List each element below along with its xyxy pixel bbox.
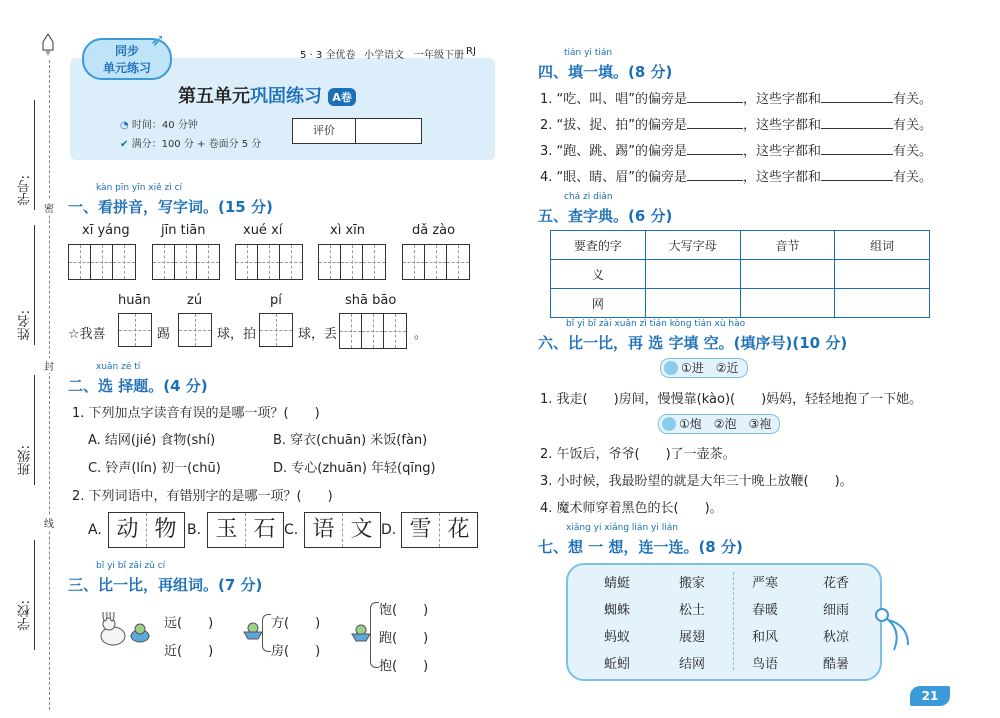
page-title [178, 82, 356, 108]
table-row [551, 289, 930, 318]
match-col1-item[interactable]: 蚯蚓 [604, 657, 631, 672]
page-number: 21 [921, 689, 939, 703]
fill-line-1-b: ，这些字都和 [743, 92, 822, 107]
q1-option-d[interactable]: D. 专心(zhuān) 年轻(qīng) [273, 461, 436, 476]
question-2-2: 2. 下列词语中，有错别字的是哪一项？( ) [72, 489, 333, 504]
pill-icon [662, 417, 676, 431]
table-cell-char: 网 [551, 289, 646, 318]
q2-option-c-label[interactable]: C. [284, 522, 299, 538]
q2-option-b[interactable] [207, 512, 284, 548]
word-pinyin-2: jīn tiān [161, 223, 206, 238]
tian-box-1[interactable] [118, 313, 152, 347]
word-pinyin-5: dǎ zào [412, 223, 456, 238]
q2-option-a[interactable] [108, 512, 185, 548]
table-cell-input[interactable] [645, 260, 740, 289]
match-col1-item[interactable]: 蚂蚁 [604, 630, 631, 645]
word-pinyin-3: xué xí [243, 223, 283, 238]
fill-blank-4a[interactable] [687, 180, 743, 181]
fill-line-3 [540, 140, 932, 159]
fill-line-2-b: ，这些字都和 [743, 118, 822, 133]
match-col2-item[interactable]: 松土 [679, 603, 706, 618]
edition-label: RJ [466, 46, 476, 57]
section5-title-text: 五、查字典。(6 分) [538, 207, 673, 225]
time-text: 时间：40 分钟 [131, 120, 198, 131]
fill-line-4 [540, 166, 932, 185]
title-badge: A卷 [328, 88, 356, 106]
name-blank[interactable] [34, 225, 35, 345]
writing-grid-1[interactable] [68, 244, 136, 280]
q2-option-b-label[interactable]: B. [187, 522, 202, 538]
question-6-4: 4. 魔术师穿着黑色的长( )。 [540, 501, 723, 516]
student-no-blank[interactable] [34, 100, 35, 210]
group-item-5[interactable]: 饱( ) [379, 603, 429, 618]
section6-pinyin: bǐ yi bǐ zài xuǎn zì tián kòng tián xù hào [566, 319, 746, 329]
basket-icon-1 [242, 622, 264, 644]
class-label: 班级: [18, 445, 33, 476]
fill-blank-4b[interactable] [821, 180, 893, 181]
q2-a-char-1: 动 [109, 513, 147, 547]
tian-box-3[interactable] [259, 313, 293, 347]
q2-c-char-2: 文 [350, 517, 373, 542]
section4-title [538, 48, 673, 82]
question-2-1: 1. 下列加点字读音有误的是哪一项？( ) [72, 406, 320, 421]
school-label: 学校: [18, 600, 33, 631]
fill-blank-3a[interactable] [687, 154, 743, 155]
q2-d-char-2: 花 [447, 517, 470, 542]
score-text: 满分：100 分 + 卷面分 5 分 [131, 139, 262, 150]
tian-box-2[interactable] [178, 313, 212, 347]
time-info [120, 116, 198, 131]
matching-divider [733, 572, 734, 670]
match-col1-item[interactable]: 蜘蛛 [604, 603, 631, 618]
table-cell-input[interactable] [740, 260, 835, 289]
fill-line-1-a: 1. “吃、叫、唱”的偏旁是 [540, 92, 688, 107]
seal-char-1: 密 [44, 200, 54, 215]
eval-label: 评价 [293, 119, 356, 143]
match-col1-item[interactable]: 蜻蜓 [604, 576, 631, 591]
group-item-1[interactable]: 远( ) [164, 616, 214, 631]
fill-blank-2b[interactable] [821, 128, 893, 129]
section7-title-text: 七、想 一 想，连一连。(8 分) [538, 538, 743, 556]
group-item-7[interactable]: 抱( ) [379, 659, 429, 674]
question-6-3: 3. 小时候，我最盼望的就是大年三十晚上放鞭( )。 [540, 474, 853, 489]
match-col3-item[interactable]: 春暖 [752, 603, 779, 618]
row2-pinyin-2: zú [187, 293, 203, 308]
match-col3-item[interactable]: 鸟语 [752, 657, 779, 672]
sentence-part-3: 球，拍 [217, 327, 257, 342]
word-pinyin-4: xì xīn [330, 223, 365, 238]
badge-line-2: 单元练习 [102, 61, 151, 75]
rocket-badge-icon: ➶ [150, 30, 166, 51]
section1-pinyin: kàn pīn yīn xiě zì cí [96, 183, 183, 193]
match-col3-item[interactable]: 严寒 [752, 576, 779, 591]
match-col2-item[interactable]: 结网 [679, 657, 706, 672]
binding-dashed-line [49, 60, 50, 710]
fill-line-3-c: 有关。 [893, 144, 933, 159]
score-info [120, 135, 261, 150]
choice-pill-2 [658, 414, 780, 434]
fill-line-1-c: 有关。 [893, 92, 933, 107]
rocket-icon [42, 34, 54, 56]
fill-line-4-c: 有关。 [893, 170, 933, 185]
choice-pill-1-text: ①进 ②近 [681, 361, 739, 375]
dictionary-table [550, 230, 930, 318]
group-item-2[interactable]: 近( ) [164, 644, 214, 659]
section6-title [538, 319, 848, 353]
row2-pinyin-3: pí [270, 293, 282, 308]
row2-pinyin-1: huān [118, 293, 151, 308]
fill-line-2-c: 有关。 [893, 118, 933, 133]
section7-title [538, 523, 743, 557]
seal-char-2: 封 [44, 358, 54, 373]
section2-pinyin: xuǎn zé tí [96, 362, 141, 372]
choice-pill-1 [660, 358, 748, 378]
section5-title [538, 192, 673, 226]
section2-title-text: 二、选 择题。(4 分) [68, 377, 208, 395]
fill-line-2-a: 2. “拔、捉、拍”的偏旁是 [540, 118, 688, 133]
q1-option-c[interactable]: C. 铃声(lín) 初一(chū) [88, 461, 221, 476]
evaluation-box [292, 118, 422, 144]
basket-icon-2 [350, 624, 372, 646]
q2-b-char-1: 玉 [208, 513, 246, 547]
group-item-6[interactable]: 跑( ) [379, 631, 429, 646]
question-6-2: 2. 午饭后，爷爷( )了一壶茶。 [540, 447, 736, 462]
tian-box-4[interactable] [339, 313, 407, 349]
q2-c-char-1: 语 [305, 513, 343, 547]
table-header: 要查的字 [551, 231, 646, 260]
section2-title [68, 362, 208, 396]
title-part-2: 巩固练习 [250, 86, 322, 107]
match-col2-item[interactable]: 展翅 [679, 630, 706, 645]
sentence-part-1: ☆我喜 [68, 327, 106, 342]
section1-title [68, 183, 273, 217]
school-blank[interactable] [34, 540, 35, 650]
q1-option-b[interactable]: B. 穿衣(chuān) 米饭(fàn) [273, 433, 428, 448]
table-cell-char: 义 [551, 260, 646, 289]
sentence-part-4: 球，丢 [298, 327, 338, 342]
table-header: 组词 [835, 231, 930, 260]
section1-title-text: 一、看拼音，写字词。(15 分) [68, 198, 273, 216]
eval-input[interactable] [356, 119, 421, 143]
tag-knot-icon [872, 590, 912, 664]
group-item-3[interactable]: 方( ) [271, 616, 321, 631]
title-part-1: 第五单元 [178, 86, 250, 107]
q2-option-d[interactable] [401, 512, 478, 548]
fill-line-4-a: 4. “眼、睛、眉”的偏旁是 [540, 170, 688, 185]
writing-grid-5[interactable] [402, 244, 470, 280]
name-label: 姓名: [18, 310, 33, 341]
group-item-4[interactable]: 房( ) [271, 644, 321, 659]
choice-pill-2-text: ①炮 ②泡 ③袍 [679, 417, 772, 431]
section6-title-text: 六、比一比，再 选 字填 空。(填序号)(10 分) [538, 334, 848, 352]
section3-title-text: 三、比一比，再组词。(7 分) [68, 576, 263, 594]
sentence-part-5: 。 [414, 327, 428, 342]
writing-grid-4[interactable] [318, 244, 386, 280]
match-col4-item[interactable]: 细雨 [823, 603, 850, 618]
badge-line-1: 同步 [114, 44, 139, 58]
section4-title-text: 四、填一填。(8 分) [538, 63, 673, 81]
q2-b-char-2: 石 [253, 517, 276, 542]
clock-icon: ◔ [120, 120, 129, 131]
section5-pinyin: chá zì diǎn [564, 192, 613, 202]
bracket-icon-1 [262, 614, 271, 652]
pill-icon [664, 361, 678, 375]
fill-line-3-a: 3. “跑、跳、踢”的偏旁是 [540, 144, 688, 159]
subject-label: 小学语文 [364, 50, 404, 61]
writing-grid-2[interactable] [152, 244, 220, 280]
section3-pinyin: bǐ yi bǐ zǎi zǔ cí [96, 561, 166, 571]
check-icon: ✔ [120, 139, 129, 150]
q2-a-char-2: 物 [154, 517, 177, 542]
q2-option-c[interactable] [304, 512, 381, 548]
word-pinyin-1: xī yáng [82, 223, 130, 238]
row2-pinyin-4: shā bāo [345, 293, 397, 308]
section4-pinyin: tián yi tián [564, 48, 613, 58]
page-number-badge [910, 686, 950, 706]
rabbit-illustration-icon [95, 612, 155, 652]
table-cell-input[interactable] [740, 289, 835, 318]
table-row [551, 260, 930, 289]
section7-pinyin: xiǎng yi xiǎng lián yi lián [566, 523, 678, 533]
fill-line-4-b: ，这些字都和 [743, 170, 822, 185]
match-col4-item[interactable]: 秋凉 [823, 630, 850, 645]
table-cell-input[interactable] [835, 289, 930, 318]
q2-option-d-label[interactable]: D. [381, 522, 397, 538]
table-header-row [551, 231, 930, 260]
q2-d-char-1: 雪 [402, 513, 440, 547]
fill-blank-2a[interactable] [687, 128, 743, 129]
fill-blank-3b[interactable] [821, 154, 893, 155]
table-cell-input[interactable] [835, 260, 930, 289]
fill-blank-1b[interactable] [821, 102, 893, 103]
class-blank[interactable] [34, 375, 35, 485]
fill-line-1 [540, 88, 932, 107]
q2-option-a-label[interactable]: A. [88, 522, 102, 538]
q1-option-a[interactable]: A. 结网(jié) 食物(shí) [88, 433, 216, 448]
writing-grid-3[interactable] [235, 244, 303, 280]
student-no-label: 学号: [18, 175, 33, 206]
fill-line-2 [540, 114, 932, 133]
sentence-part-2: 踢 [157, 327, 171, 342]
match-col4-item[interactable]: 花香 [823, 576, 850, 591]
seal-char-3: 线 [44, 515, 54, 530]
table-header: 音节 [740, 231, 835, 260]
match-col3-item[interactable]: 和风 [752, 630, 779, 645]
section3-title [68, 561, 263, 595]
fill-blank-1a[interactable] [687, 102, 743, 103]
table-header: 大写字母 [645, 231, 740, 260]
grade-label: 一年级下册 [414, 50, 464, 61]
series-label: 5 · 3 全优卷 [300, 50, 356, 61]
fill-line-3-b: ，这些字都和 [743, 144, 822, 159]
question-6-1: 1. 我走( )房间，慢慢靠(kào)( )妈妈，轻轻地抱了一下她。 [540, 392, 923, 407]
bracket-icon-2 [370, 602, 379, 668]
match-col4-item[interactable]: 酷暑 [823, 657, 850, 672]
match-col2-item[interactable]: 搬家 [679, 576, 706, 591]
table-cell-input[interactable] [645, 289, 740, 318]
